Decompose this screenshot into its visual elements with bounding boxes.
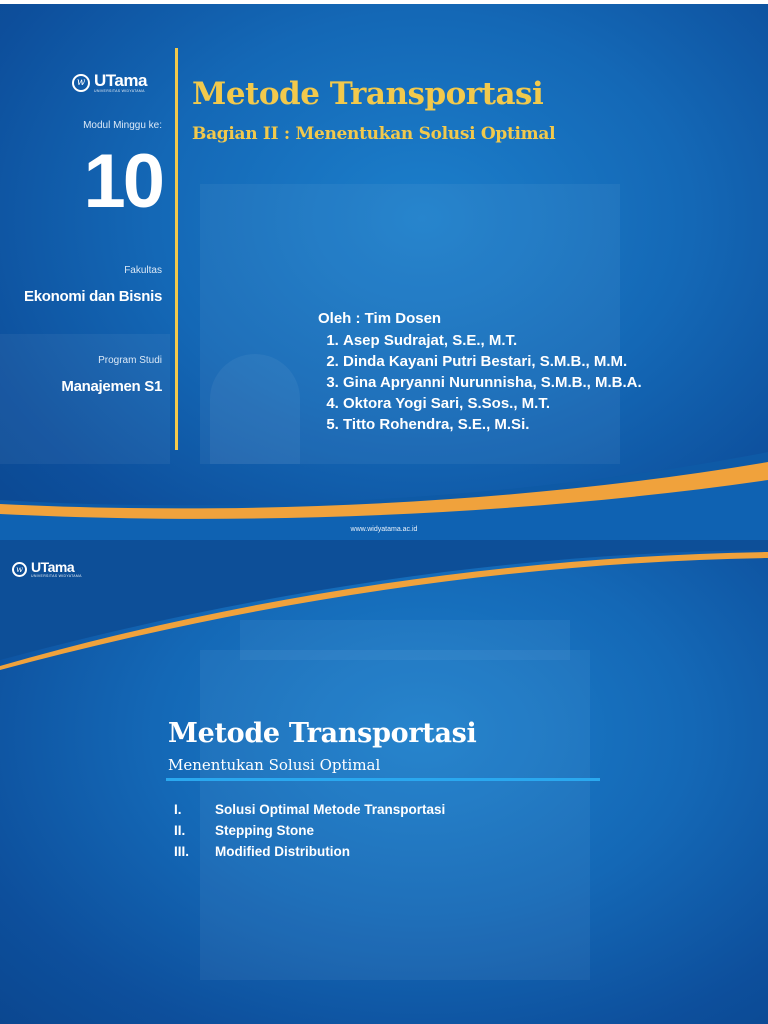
slide-subtitle: Menentukan Solusi Optimal (168, 756, 381, 774)
logo-emblem-icon: w (12, 562, 27, 577)
author-item: 2. Dinda Kayani Putri Bestari, S.M.B., M.M. (343, 353, 642, 370)
slide-title: Metode Transportasi (168, 718, 477, 749)
gold-divider (175, 48, 178, 450)
toc-label: Stepping Stone (215, 823, 314, 838)
toc-item (174, 844, 445, 859)
content-slide (0, 540, 768, 1024)
authors-heading: Oleh : Tim Dosen (318, 310, 442, 327)
logo-emblem-icon: w (72, 74, 90, 92)
logo-name: UTama (94, 71, 147, 90)
author-item: 4. Oktora Yogi Sari, S.Sos., M.T. (343, 395, 642, 412)
faculty-label: Fakultas (124, 265, 162, 276)
utama-logo (72, 72, 147, 93)
module-label: Modul Minggu ke: (83, 120, 162, 131)
authors-block (318, 310, 642, 437)
slide-subtitle: Bagian II : Menentukan Solusi Optimal (192, 124, 556, 144)
toc-number: II. (174, 823, 186, 838)
faculty-name: Ekonomi dan Bisnis (24, 288, 162, 305)
program-name: Manajemen S1 (61, 378, 162, 395)
toc-item (174, 802, 445, 817)
authors-list (318, 332, 642, 433)
toc-item (174, 823, 445, 838)
logo-name: UTama (31, 559, 75, 575)
toc-label: Solusi Optimal Metode Transportasi (215, 802, 446, 817)
toc-label: Modified Distribution (215, 844, 350, 859)
logo-subtitle: UNIVERSITAS WIDYATAMA (94, 89, 145, 93)
author-item: 3. Gina Apryanni Nurunnisha, S.M.B., M.B.A. (343, 374, 642, 391)
website-url: www.widyatama.ac.id (350, 526, 418, 533)
toc-number: I. (174, 802, 182, 817)
table-of-contents (174, 802, 445, 865)
top-swoosh (0, 540, 768, 670)
title-underline (166, 778, 600, 781)
toc-number: III. (174, 844, 190, 859)
author-item: 1. Asep Sudrajat, S.E., M.T. (343, 332, 642, 349)
slide-title: Metode Transportasi (192, 76, 544, 112)
title-slide (0, 4, 768, 540)
logo-subtitle: UNIVERSITAS WIDYATAMA (31, 574, 82, 578)
program-label: Program Studi (98, 355, 162, 366)
author-item: 5. Titto Rohendra, S.E., M.Si. (343, 416, 642, 433)
module-number: 10 (83, 139, 162, 224)
utama-logo (12, 560, 82, 578)
